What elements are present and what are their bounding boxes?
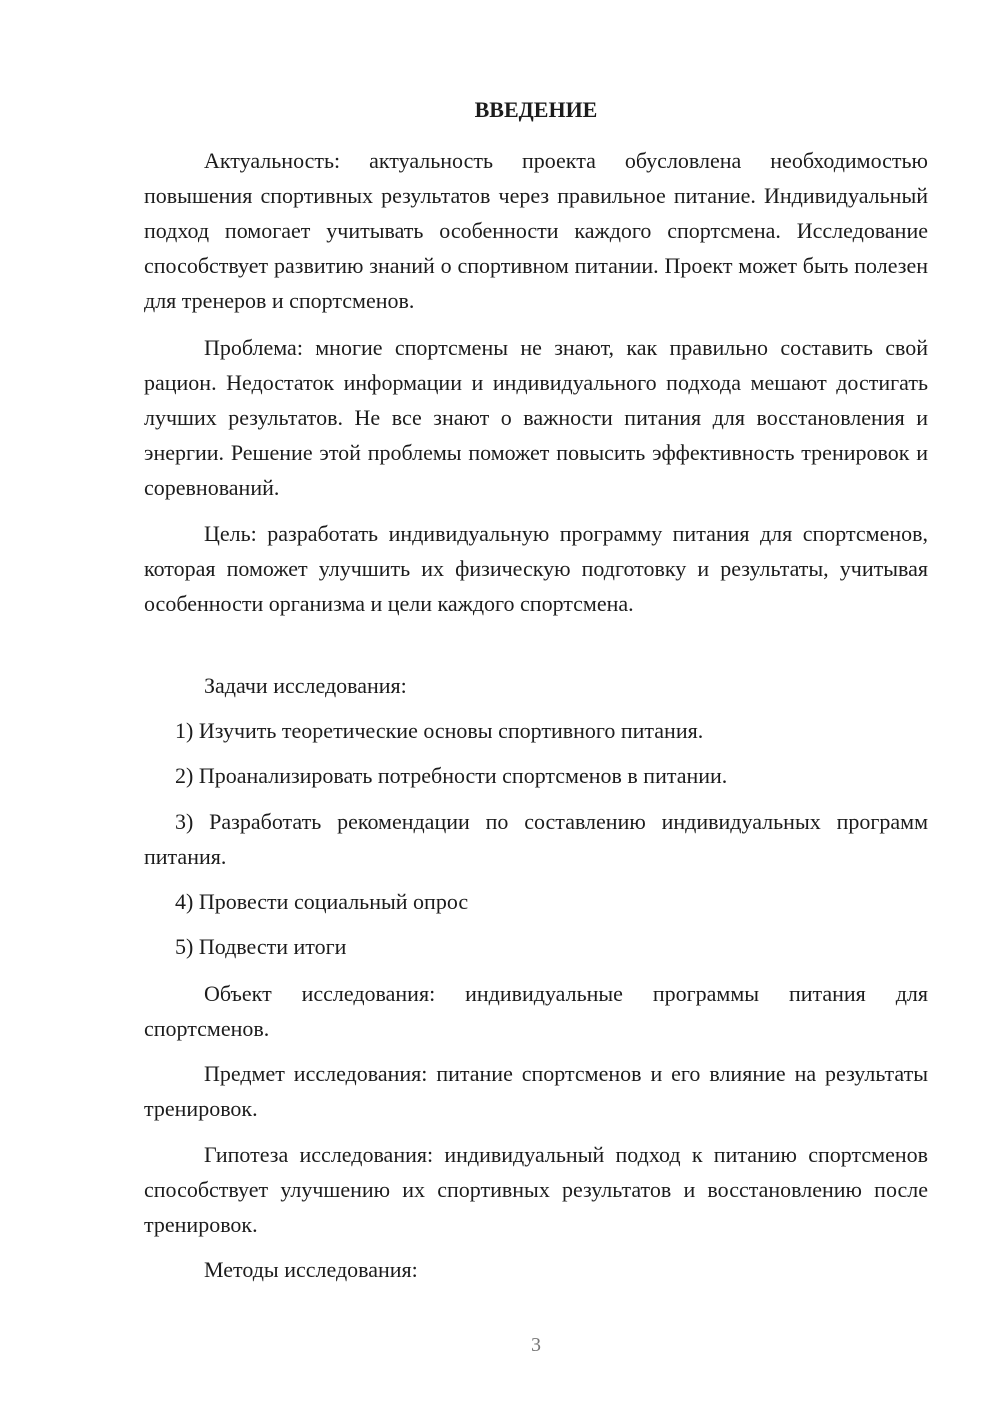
page-title: ВВЕДЕНИЕ [474, 97, 598, 122]
task-item-5: 5) Подвести итоги [175, 934, 347, 959]
paragraph-goal: Цель: разработать индивидуальную программу питания для спортсменов, которая поможет улучшить их физическую подготовку и результаты, учитывая особенности организма и цели каждого спортсмена. [144, 521, 928, 616]
tasks-heading: Задачи исследования: [204, 673, 407, 698]
paragraph-hypothesis: Гипотеза исследования: индивидуальный подход к питанию спортсменов способствует улучшению их спортивных результатов и восстановлению после тренировок. [144, 1142, 928, 1237]
task-item-2: 2) Проанализировать потребности спортсменов в питании. [175, 763, 728, 788]
methods-heading: Методы исследования: [204, 1257, 418, 1282]
task-item-4: 4) Провести социальный опрос [175, 889, 469, 914]
paragraph-relevance: Актуальность: актуальность проекта обусловлена необходимостью повышения спортивных результатов через правильное питание. Индивидуальный подход помогает учитывать особенности каждого спортсмена. Исследование способствует развитию знаний о спортивном питании. Проект может быть полезен для тренеров и спортсменов. [144, 148, 928, 313]
paragraph-subject: Предмет исследования: питание спортсменов и его влияние на результаты тренировок. [144, 1061, 928, 1121]
paragraph-object: Объект исследования: индивидуальные программы питания для спортсменов. [144, 981, 928, 1041]
task-item-3: 3) Разработать рекомендации по составлению индивидуальных программ питания. [144, 809, 928, 869]
task-item-1: 1) Изучить теоретические основы спортивного питания. [175, 718, 704, 743]
page-number: 3 [531, 1334, 541, 1356]
paragraph-problem: Проблема: многие спортсмены не знают, как правильно составить свой рацион. Недостаток информации и индивидуального подхода мешают достигать лучших результатов. Не все знают о важности питания для восстановления и энергии. Решение этой проблемы поможет повысить эффективность тренировок и соревнований. [144, 335, 928, 500]
